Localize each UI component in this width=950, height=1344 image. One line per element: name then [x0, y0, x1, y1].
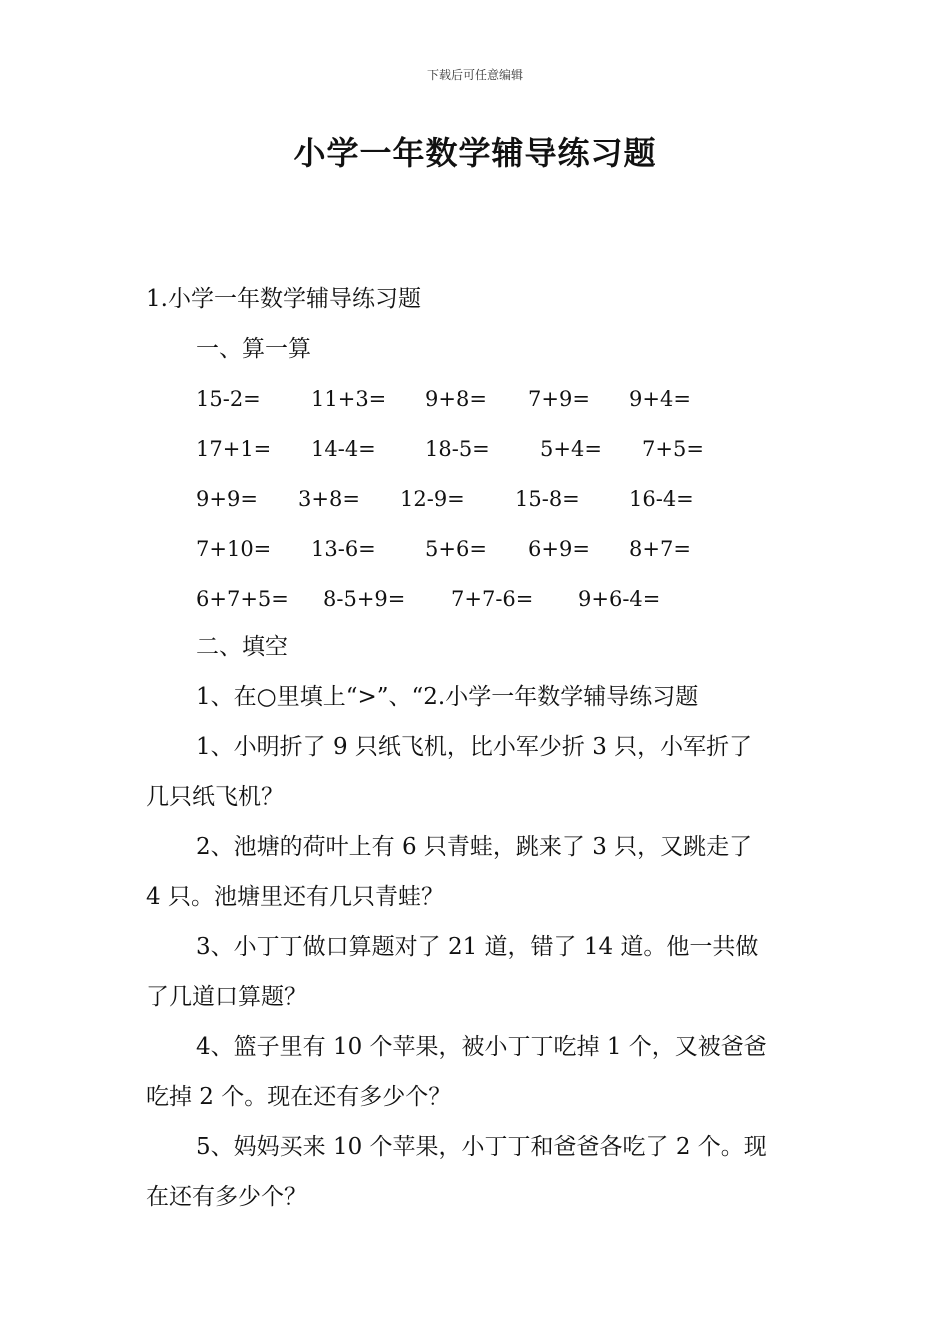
equation: 15-8= [515, 487, 580, 511]
equation: 18-5= [425, 437, 490, 461]
equation: 9+6-4= [578, 587, 661, 611]
section-heading: 1.小学一年数学辅导练习题 [146, 286, 421, 312]
equation: 8-5+9= [323, 587, 406, 611]
equation: 11+3= [311, 387, 387, 411]
equation: 7+7-6= [451, 587, 534, 611]
equation: 9+9= [196, 487, 258, 511]
part-one-heading: 一、算一算 [196, 336, 311, 362]
equation: 7+9= [528, 387, 590, 411]
word-problem-text: 3、小丁丁做口算题对了 21 道，错了 14 道。他一共做 [196, 934, 759, 960]
word-problem-text: 在还有多少个？ [146, 1184, 307, 1210]
word-problem-text: 1、小明折了 9 只纸飞机，比小军少折 3 只，小军折了 [196, 734, 753, 760]
word-problem-text: 2、池塘的荷叶上有 6 只青蛙，跳来了 3 只，又跳走了 [196, 834, 753, 860]
equation: 13-6= [311, 537, 376, 561]
word-problem-text: 吃掉 2 个。现在还有多少个？ [146, 1084, 452, 1110]
equation: 16-4= [629, 487, 694, 511]
fill-in-instruction: 1、在○里填上“>”、“2.小学一年数学辅导练习题 [196, 684, 699, 710]
equation: 6+9= [528, 537, 590, 561]
word-problem-text: 了几道口算题？ [146, 984, 307, 1010]
part-two-heading: 二、填空 [196, 634, 288, 660]
equation: 12-9= [400, 487, 465, 511]
equation: 7+10= [196, 537, 272, 561]
word-problem-text: 4、篮子里有 10 个苹果，被小丁丁吃掉 1 个，又被爸爸 [196, 1034, 767, 1060]
equation: 5+6= [425, 537, 487, 561]
equation: 9+4= [629, 387, 691, 411]
equation: 5+4= [540, 437, 602, 461]
equation: 14-4= [311, 437, 376, 461]
header-note: 下载后可任意编辑 [426, 68, 523, 82]
word-problem-text: 5、妈妈买来 10 个苹果，小丁丁和爸爸各吃了 2 个。现 [196, 1134, 767, 1160]
equation: 7+5= [642, 437, 704, 461]
equation: 9+8= [425, 387, 487, 411]
word-problem-text: 4 只。池塘里还有几只青蛙？ [146, 884, 444, 910]
page-title: 小学一年数学辅导练习题 [293, 134, 657, 172]
equation: 6+7+5= [196, 587, 289, 611]
equation: 8+7= [629, 537, 691, 561]
equation: 3+8= [298, 487, 360, 511]
word-problem-text: 几只纸飞机？ [146, 784, 284, 810]
equation: 17+1= [196, 437, 272, 461]
equation: 15-2= [196, 387, 261, 411]
